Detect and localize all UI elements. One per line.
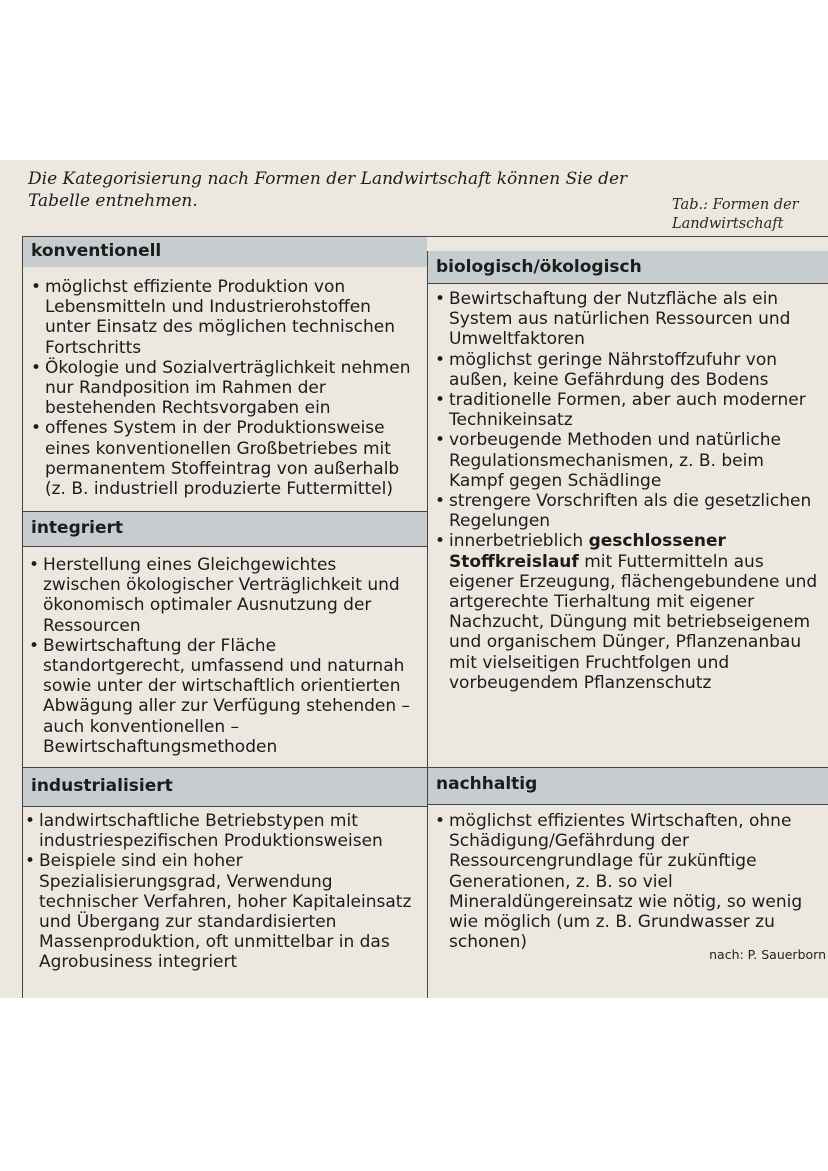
list-item (435, 531, 819, 693)
list-item: • landwirtschaftliche Betriebstypen mit industriespezifischen Produktionsweisen (25, 811, 415, 851)
list-item: • traditionelle Formen, aber auch moderner Technikeinsatz (435, 390, 819, 430)
cell-nachhaltig (435, 811, 819, 952)
textbook-page (0, 160, 828, 998)
item-text: innerbetrieblich (449, 531, 589, 552)
divider (23, 546, 427, 547)
header-integriert: integriert (23, 512, 427, 546)
list-item: • vorbeugende Methoden und natürliche Regulationsmechanismen, z. B. beim Kampf gegen Schädlinge (435, 430, 819, 491)
list-item: • möglichst geringe Nährstoffzufuhr von außen, keine Gefährdung des Bodens (435, 350, 819, 390)
divider (428, 804, 828, 805)
item-text-bold: geschlossener Stoffkreislauf (449, 531, 726, 572)
list-item: • Bewirtschaftung der Fläche standortgerecht, umfassend und naturnah sowie unter der wirtschaftlich orientierten Abwägung aller zur Verfügung stehenden – auch konventionellen – Bewirtschaftungsmethoden (29, 636, 415, 757)
column-divider (427, 251, 428, 998)
list-item: • strengere Vorschriften als die gesetzlichen Regelungen (435, 491, 819, 531)
intro-text: Die Kategorisierung nach Formen der Landwirtschaft können Sie der Tabelle entnehmen. (28, 169, 628, 211)
list-item: • möglichst effizientes Wirtschaften, ohne Schädigung/Gefährdung der Ressourcengrundlage für zukünftige Generationen, z. B. so viel Mineraldüngereinsatz wie nötig, so wenig wie möglich (um z. B. Grundwasser zu schonen) (435, 811, 819, 952)
cell-industrialisiert (25, 811, 415, 973)
cell-konventionell (31, 277, 415, 499)
farming-forms-table (22, 236, 828, 998)
caption-line-2: Landwirtschaft (672, 216, 784, 232)
cell-integriert (29, 555, 415, 757)
list-item: • Beispiele sind ein hoher Spezialisierungsgrad, Verwendung technischer Verfahren, hoher Kapitaleinsatz und Übergang zur standardisierten Massenproduktion, oft unmittelbar in das Agrobusiness integriert (25, 851, 415, 972)
divider (23, 806, 427, 807)
item-text: mit Futtermitteln aus eigener Erzeugung, flächengebundene und artgerechte Tierhaltung mit eigener Nachzucht, Düngung mit betriebseigenem und organischem Dünger, Pflanzenanbau mit vielseitigen Fruchtfolgen und vorbeugendem Pflanzenschutz (449, 551, 818, 693)
cell-biologisch (435, 289, 819, 693)
list-item: • Bewirtschaftung der Nutzfläche als ein System aus natürlichen Ressourcen und Umweltfaktoren (435, 289, 819, 350)
list-item: • offenes System in der Produktionsweise eines konventionellen Großbetriebes mit permanentem Stoffeintrag von außerhalb (z. B. industriell produzierte Futtermittel) (31, 418, 415, 499)
header-industrialisiert: industrialisiert (23, 768, 427, 806)
caption-line-1: Tab.: Formen der (672, 197, 799, 213)
list-item: • möglichst effiziente Produktion von Lebensmitteln und Industrierohstoffen unter Einsatz des möglichen technischen Fortschritts (31, 277, 415, 358)
list-item: • Herstellung eines Gleichgewichtes zwischen ökologischer Verträglichkeit und ökonomisch optimaler Ausnutzung der Ressourcen (29, 555, 415, 636)
header-nachhaltig: nachhaltig (428, 768, 828, 804)
source-note: nach: P. Sauerborn (709, 947, 826, 962)
header-biologisch: biologisch/ökologisch (428, 251, 828, 283)
divider (428, 283, 828, 284)
table-caption (672, 196, 822, 234)
list-item: • Ökologie und Sozialverträglichkeit nehmen nur Randposition im Rahmen der bestehenden Rechtsvorgaben ein (31, 358, 415, 419)
header-konventionell: konventionell (23, 237, 427, 267)
